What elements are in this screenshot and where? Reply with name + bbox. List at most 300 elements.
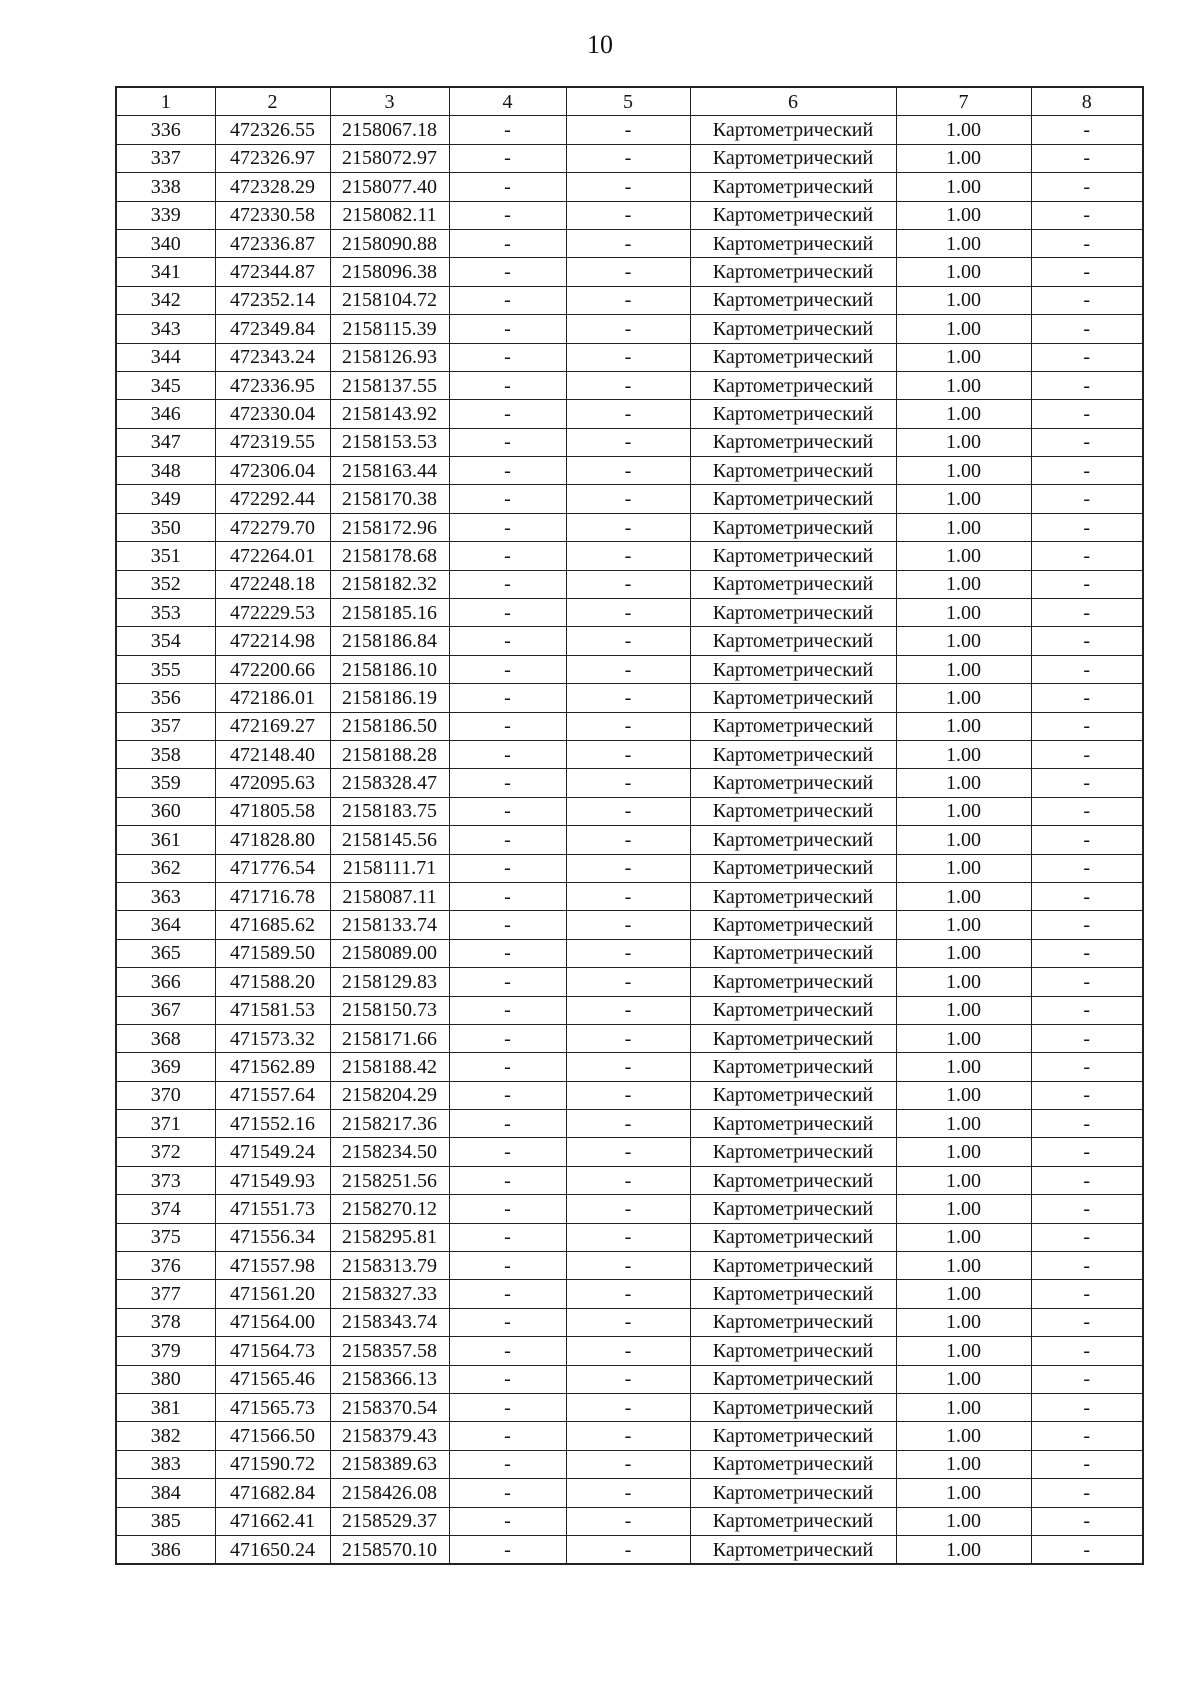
y-coordinate-cell: 2158217.36 xyxy=(330,1110,449,1138)
col8-cell: - xyxy=(1031,1507,1143,1535)
x-coordinate-cell: 472326.55 xyxy=(215,116,330,144)
col5-cell: - xyxy=(566,1024,690,1052)
accuracy-cell: 1.00 xyxy=(896,428,1031,456)
accuracy-cell: 1.00 xyxy=(896,542,1031,570)
col5-cell: - xyxy=(566,684,690,712)
accuracy-cell: 1.00 xyxy=(896,1138,1031,1166)
table-row xyxy=(116,428,1143,456)
col4-cell: - xyxy=(449,570,566,598)
point-number-cell: 351 xyxy=(116,542,215,570)
col4-cell: - xyxy=(449,911,566,939)
point-number-cell: 385 xyxy=(116,1507,215,1535)
table-row xyxy=(116,286,1143,314)
col8-cell: - xyxy=(1031,542,1143,570)
accuracy-cell: 1.00 xyxy=(896,1110,1031,1138)
point-number-cell: 336 xyxy=(116,116,215,144)
table-row xyxy=(116,144,1143,172)
table-row xyxy=(116,315,1143,343)
method-cell: Картометрический xyxy=(690,797,896,825)
col8-cell: - xyxy=(1031,1535,1143,1564)
y-coordinate-cell: 2158366.13 xyxy=(330,1365,449,1393)
point-number-cell: 377 xyxy=(116,1280,215,1308)
x-coordinate-cell: 472349.84 xyxy=(215,315,330,343)
accuracy-cell: 1.00 xyxy=(896,1535,1031,1564)
col5-cell: - xyxy=(566,911,690,939)
accuracy-cell: 1.00 xyxy=(896,144,1031,172)
col4-cell: - xyxy=(449,1024,566,1052)
table-row xyxy=(116,1280,1143,1308)
method-cell: Картометрический xyxy=(690,542,896,570)
y-coordinate-cell: 2158188.42 xyxy=(330,1053,449,1081)
table-row xyxy=(116,996,1143,1024)
column-header: 5 xyxy=(566,87,690,116)
table-header-row xyxy=(116,87,1143,116)
method-cell: Картометрический xyxy=(690,116,896,144)
col4-cell: - xyxy=(449,1166,566,1194)
point-number-cell: 363 xyxy=(116,882,215,910)
col4-cell: - xyxy=(449,400,566,428)
col5-cell: - xyxy=(566,599,690,627)
method-cell: Картометрический xyxy=(690,740,896,768)
col8-cell: - xyxy=(1031,1280,1143,1308)
y-coordinate-cell: 2158327.33 xyxy=(330,1280,449,1308)
col8-cell: - xyxy=(1031,996,1143,1024)
col5-cell: - xyxy=(566,201,690,229)
col4-cell: - xyxy=(449,1195,566,1223)
y-coordinate-cell: 2158186.10 xyxy=(330,655,449,683)
x-coordinate-cell: 471549.93 xyxy=(215,1166,330,1194)
col4-cell: - xyxy=(449,797,566,825)
col4-cell: - xyxy=(449,1110,566,1138)
y-coordinate-cell: 2158145.56 xyxy=(330,826,449,854)
y-coordinate-cell: 2158096.38 xyxy=(330,258,449,286)
x-coordinate-cell: 471564.00 xyxy=(215,1308,330,1336)
x-coordinate-cell: 472336.87 xyxy=(215,229,330,257)
method-cell: Картометрический xyxy=(690,996,896,1024)
method-cell: Картометрический xyxy=(690,400,896,428)
column-header: 6 xyxy=(690,87,896,116)
col4-cell: - xyxy=(449,1337,566,1365)
table-row xyxy=(116,1450,1143,1478)
accuracy-cell: 1.00 xyxy=(896,1081,1031,1109)
y-coordinate-cell: 2158090.88 xyxy=(330,229,449,257)
x-coordinate-cell: 471564.73 xyxy=(215,1337,330,1365)
col5-cell: - xyxy=(566,797,690,825)
method-cell: Картометрический xyxy=(690,1280,896,1308)
point-number-cell: 369 xyxy=(116,1053,215,1081)
col8-cell: - xyxy=(1031,485,1143,513)
table-row xyxy=(116,1535,1143,1564)
x-coordinate-cell: 472148.40 xyxy=(215,740,330,768)
page-number: 10 xyxy=(587,30,613,59)
column-header: 4 xyxy=(449,87,566,116)
table-row xyxy=(116,854,1143,882)
col5-cell: - xyxy=(566,144,690,172)
table-row xyxy=(116,797,1143,825)
y-coordinate-cell: 2158251.56 xyxy=(330,1166,449,1194)
col5-cell: - xyxy=(566,457,690,485)
point-number-cell: 376 xyxy=(116,1252,215,1280)
y-coordinate-cell: 2158111.71 xyxy=(330,854,449,882)
accuracy-cell: 1.00 xyxy=(896,1053,1031,1081)
point-number-cell: 345 xyxy=(116,371,215,399)
accuracy-cell: 1.00 xyxy=(896,400,1031,428)
method-cell: Картометрический xyxy=(690,173,896,201)
x-coordinate-cell: 471716.78 xyxy=(215,882,330,910)
x-coordinate-cell: 472229.53 xyxy=(215,599,330,627)
col4-cell: - xyxy=(449,1535,566,1564)
y-coordinate-cell: 2158529.37 xyxy=(330,1507,449,1535)
x-coordinate-cell: 471682.84 xyxy=(215,1479,330,1507)
col8-cell: - xyxy=(1031,173,1143,201)
col5-cell: - xyxy=(566,1365,690,1393)
col8-cell: - xyxy=(1031,400,1143,428)
col8-cell: - xyxy=(1031,1110,1143,1138)
col5-cell: - xyxy=(566,1507,690,1535)
y-coordinate-cell: 2158183.75 xyxy=(330,797,449,825)
col8-cell: - xyxy=(1031,343,1143,371)
col4-cell: - xyxy=(449,229,566,257)
col8-cell: - xyxy=(1031,1450,1143,1478)
table-row xyxy=(116,1081,1143,1109)
x-coordinate-cell: 471573.32 xyxy=(215,1024,330,1052)
x-coordinate-cell: 471565.73 xyxy=(215,1393,330,1421)
col5-cell: - xyxy=(566,400,690,428)
point-number-cell: 341 xyxy=(116,258,215,286)
column-header: 7 xyxy=(896,87,1031,116)
col4-cell: - xyxy=(449,1393,566,1421)
column-header: 8 xyxy=(1031,87,1143,116)
col5-cell: - xyxy=(566,655,690,683)
col8-cell: - xyxy=(1031,769,1143,797)
y-coordinate-cell: 2158082.11 xyxy=(330,201,449,229)
accuracy-cell: 1.00 xyxy=(896,1365,1031,1393)
accuracy-cell: 1.00 xyxy=(896,882,1031,910)
accuracy-cell: 1.00 xyxy=(896,939,1031,967)
y-coordinate-cell: 2158343.74 xyxy=(330,1308,449,1336)
table-row xyxy=(116,968,1143,996)
col5-cell: - xyxy=(566,286,690,314)
accuracy-cell: 1.00 xyxy=(896,173,1031,201)
method-cell: Картометрический xyxy=(690,911,896,939)
accuracy-cell: 1.00 xyxy=(896,854,1031,882)
y-coordinate-cell: 2158204.29 xyxy=(330,1081,449,1109)
y-coordinate-cell: 2158370.54 xyxy=(330,1393,449,1421)
x-coordinate-cell: 471566.50 xyxy=(215,1422,330,1450)
accuracy-cell: 1.00 xyxy=(896,826,1031,854)
col4-cell: - xyxy=(449,1081,566,1109)
x-coordinate-cell: 471650.24 xyxy=(215,1535,330,1564)
accuracy-cell: 1.00 xyxy=(896,1337,1031,1365)
col4-cell: - xyxy=(449,968,566,996)
point-number-cell: 366 xyxy=(116,968,215,996)
x-coordinate-cell: 471552.16 xyxy=(215,1110,330,1138)
x-coordinate-cell: 472279.70 xyxy=(215,513,330,541)
table-row xyxy=(116,655,1143,683)
col8-cell: - xyxy=(1031,428,1143,456)
point-number-cell: 348 xyxy=(116,457,215,485)
x-coordinate-cell: 471556.34 xyxy=(215,1223,330,1251)
col4-cell: - xyxy=(449,1365,566,1393)
method-cell: Картометрический xyxy=(690,1535,896,1564)
accuracy-cell: 1.00 xyxy=(896,116,1031,144)
method-cell: Картометрический xyxy=(690,1110,896,1138)
x-coordinate-cell: 471662.41 xyxy=(215,1507,330,1535)
col8-cell: - xyxy=(1031,1479,1143,1507)
method-cell: Картометрический xyxy=(690,485,896,513)
table-row xyxy=(116,712,1143,740)
point-number-cell: 362 xyxy=(116,854,215,882)
x-coordinate-cell: 471805.58 xyxy=(215,797,330,825)
y-coordinate-cell: 2158129.83 xyxy=(330,968,449,996)
table-row xyxy=(116,911,1143,939)
col5-cell: - xyxy=(566,939,690,967)
point-number-cell: 342 xyxy=(116,286,215,314)
method-cell: Картометрический xyxy=(690,144,896,172)
x-coordinate-cell: 472328.29 xyxy=(215,173,330,201)
method-cell: Картометрический xyxy=(690,655,896,683)
col4-cell: - xyxy=(449,371,566,399)
col5-cell: - xyxy=(566,428,690,456)
y-coordinate-cell: 2158188.28 xyxy=(330,740,449,768)
method-cell: Картометрический xyxy=(690,428,896,456)
col5-cell: - xyxy=(566,1535,690,1564)
col8-cell: - xyxy=(1031,939,1143,967)
point-number-cell: 354 xyxy=(116,627,215,655)
point-number-cell: 374 xyxy=(116,1195,215,1223)
accuracy-cell: 1.00 xyxy=(896,229,1031,257)
col5-cell: - xyxy=(566,996,690,1024)
accuracy-cell: 1.00 xyxy=(896,911,1031,939)
accuracy-cell: 1.00 xyxy=(896,1195,1031,1223)
column-header: 2 xyxy=(215,87,330,116)
point-number-cell: 380 xyxy=(116,1365,215,1393)
method-cell: Картометрический xyxy=(690,371,896,399)
col8-cell: - xyxy=(1031,882,1143,910)
x-coordinate-cell: 471557.64 xyxy=(215,1081,330,1109)
table-row xyxy=(116,1223,1143,1251)
method-cell: Картометрический xyxy=(690,1450,896,1478)
table-row xyxy=(116,201,1143,229)
accuracy-cell: 1.00 xyxy=(896,1308,1031,1336)
y-coordinate-cell: 2158178.68 xyxy=(330,542,449,570)
col5-cell: - xyxy=(566,1138,690,1166)
point-number-cell: 371 xyxy=(116,1110,215,1138)
table-row xyxy=(116,769,1143,797)
col8-cell: - xyxy=(1031,1393,1143,1421)
col4-cell: - xyxy=(449,854,566,882)
col5-cell: - xyxy=(566,116,690,144)
col4-cell: - xyxy=(449,542,566,570)
x-coordinate-cell: 471588.20 xyxy=(215,968,330,996)
point-number-cell: 365 xyxy=(116,939,215,967)
point-number-cell: 352 xyxy=(116,570,215,598)
method-cell: Картометрический xyxy=(690,854,896,882)
col4-cell: - xyxy=(449,315,566,343)
col4-cell: - xyxy=(449,201,566,229)
table-row xyxy=(116,599,1143,627)
x-coordinate-cell: 472186.01 xyxy=(215,684,330,712)
col8-cell: - xyxy=(1031,286,1143,314)
table-row xyxy=(116,1110,1143,1138)
col8-cell: - xyxy=(1031,712,1143,740)
table-row xyxy=(116,1053,1143,1081)
point-number-cell: 370 xyxy=(116,1081,215,1109)
table-row xyxy=(116,371,1143,399)
method-cell: Картометрический xyxy=(690,513,896,541)
col4-cell: - xyxy=(449,1507,566,1535)
method-cell: Картометрический xyxy=(690,1024,896,1052)
table-row xyxy=(116,116,1143,144)
x-coordinate-cell: 472344.87 xyxy=(215,258,330,286)
method-cell: Картометрический xyxy=(690,1337,896,1365)
point-number-cell: 355 xyxy=(116,655,215,683)
table-row xyxy=(116,570,1143,598)
col8-cell: - xyxy=(1031,144,1143,172)
col4-cell: - xyxy=(449,1280,566,1308)
x-coordinate-cell: 471557.98 xyxy=(215,1252,330,1280)
accuracy-cell: 1.00 xyxy=(896,1479,1031,1507)
col4-cell: - xyxy=(449,1223,566,1251)
y-coordinate-cell: 2158186.19 xyxy=(330,684,449,712)
y-coordinate-cell: 2158115.39 xyxy=(330,315,449,343)
col4-cell: - xyxy=(449,996,566,1024)
accuracy-cell: 1.00 xyxy=(896,258,1031,286)
point-number-cell: 386 xyxy=(116,1535,215,1564)
col4-cell: - xyxy=(449,1308,566,1336)
col5-cell: - xyxy=(566,854,690,882)
col5-cell: - xyxy=(566,968,690,996)
method-cell: Картометрический xyxy=(690,968,896,996)
table-row xyxy=(116,740,1143,768)
col8-cell: - xyxy=(1031,968,1143,996)
y-coordinate-cell: 2158137.55 xyxy=(330,371,449,399)
y-coordinate-cell: 2158186.84 xyxy=(330,627,449,655)
col4-cell: - xyxy=(449,286,566,314)
x-coordinate-cell: 472343.24 xyxy=(215,343,330,371)
y-coordinate-cell: 2158067.18 xyxy=(330,116,449,144)
col8-cell: - xyxy=(1031,826,1143,854)
y-coordinate-cell: 2158426.08 xyxy=(330,1479,449,1507)
accuracy-cell: 1.00 xyxy=(896,485,1031,513)
col5-cell: - xyxy=(566,343,690,371)
accuracy-cell: 1.00 xyxy=(896,315,1031,343)
col5-cell: - xyxy=(566,1195,690,1223)
col4-cell: - xyxy=(449,655,566,683)
method-cell: Картометрический xyxy=(690,1053,896,1081)
accuracy-cell: 1.00 xyxy=(896,201,1031,229)
table-row xyxy=(116,1024,1143,1052)
x-coordinate-cell: 472330.04 xyxy=(215,400,330,428)
y-coordinate-cell: 2158270.12 xyxy=(330,1195,449,1223)
y-coordinate-cell: 2158570.10 xyxy=(330,1535,449,1564)
y-coordinate-cell: 2158170.38 xyxy=(330,485,449,513)
point-number-cell: 372 xyxy=(116,1138,215,1166)
x-coordinate-cell: 471828.80 xyxy=(215,826,330,854)
method-cell: Картометрический xyxy=(690,229,896,257)
col5-cell: - xyxy=(566,1393,690,1421)
col4-cell: - xyxy=(449,144,566,172)
table-row xyxy=(116,939,1143,967)
method-cell: Картометрический xyxy=(690,1166,896,1194)
accuracy-cell: 1.00 xyxy=(896,513,1031,541)
point-number-cell: 337 xyxy=(116,144,215,172)
point-number-cell: 383 xyxy=(116,1450,215,1478)
method-cell: Картометрический xyxy=(690,201,896,229)
accuracy-cell: 1.00 xyxy=(896,968,1031,996)
accuracy-cell: 1.00 xyxy=(896,797,1031,825)
method-cell: Картометрический xyxy=(690,1223,896,1251)
x-coordinate-cell: 472306.04 xyxy=(215,457,330,485)
col4-cell: - xyxy=(449,740,566,768)
col4-cell: - xyxy=(449,513,566,541)
x-coordinate-cell: 472264.01 xyxy=(215,542,330,570)
method-cell: Картометрический xyxy=(690,1308,896,1336)
y-coordinate-cell: 2158389.63 xyxy=(330,1450,449,1478)
point-number-cell: 350 xyxy=(116,513,215,541)
accuracy-cell: 1.00 xyxy=(896,1223,1031,1251)
y-coordinate-cell: 2158313.79 xyxy=(330,1252,449,1280)
method-cell: Картометрический xyxy=(690,882,896,910)
col8-cell: - xyxy=(1031,797,1143,825)
col5-cell: - xyxy=(566,1479,690,1507)
point-number-cell: 346 xyxy=(116,400,215,428)
accuracy-cell: 1.00 xyxy=(896,371,1031,399)
table-row xyxy=(116,1337,1143,1365)
col8-cell: - xyxy=(1031,1223,1143,1251)
point-number-cell: 338 xyxy=(116,173,215,201)
method-cell: Картометрический xyxy=(690,1507,896,1535)
col5-cell: - xyxy=(566,258,690,286)
y-coordinate-cell: 2158163.44 xyxy=(330,457,449,485)
table-row xyxy=(116,1393,1143,1421)
col4-cell: - xyxy=(449,343,566,371)
accuracy-cell: 1.00 xyxy=(896,457,1031,485)
col4-cell: - xyxy=(449,1450,566,1478)
col5-cell: - xyxy=(566,1450,690,1478)
accuracy-cell: 1.00 xyxy=(896,1450,1031,1478)
col8-cell: - xyxy=(1031,1337,1143,1365)
table-row xyxy=(116,258,1143,286)
col4-cell: - xyxy=(449,1252,566,1280)
accuracy-cell: 1.00 xyxy=(896,570,1031,598)
point-number-cell: 373 xyxy=(116,1166,215,1194)
col8-cell: - xyxy=(1031,655,1143,683)
col8-cell: - xyxy=(1031,1308,1143,1336)
col4-cell: - xyxy=(449,826,566,854)
col5-cell: - xyxy=(566,769,690,797)
col5-cell: - xyxy=(566,1422,690,1450)
table-row xyxy=(116,173,1143,201)
x-coordinate-cell: 472248.18 xyxy=(215,570,330,598)
column-header: 1 xyxy=(116,87,215,116)
method-cell: Картометрический xyxy=(690,939,896,967)
table-row xyxy=(116,882,1143,910)
col4-cell: - xyxy=(449,1053,566,1081)
method-cell: Картометрический xyxy=(690,826,896,854)
col5-cell: - xyxy=(566,229,690,257)
table-row xyxy=(116,1507,1143,1535)
col8-cell: - xyxy=(1031,315,1143,343)
point-number-cell: 356 xyxy=(116,684,215,712)
x-coordinate-cell: 471685.62 xyxy=(215,911,330,939)
table-row xyxy=(116,457,1143,485)
x-coordinate-cell: 471590.72 xyxy=(215,1450,330,1478)
col8-cell: - xyxy=(1031,1138,1143,1166)
col8-cell: - xyxy=(1031,570,1143,598)
col8-cell: - xyxy=(1031,740,1143,768)
y-coordinate-cell: 2158072.97 xyxy=(330,144,449,172)
